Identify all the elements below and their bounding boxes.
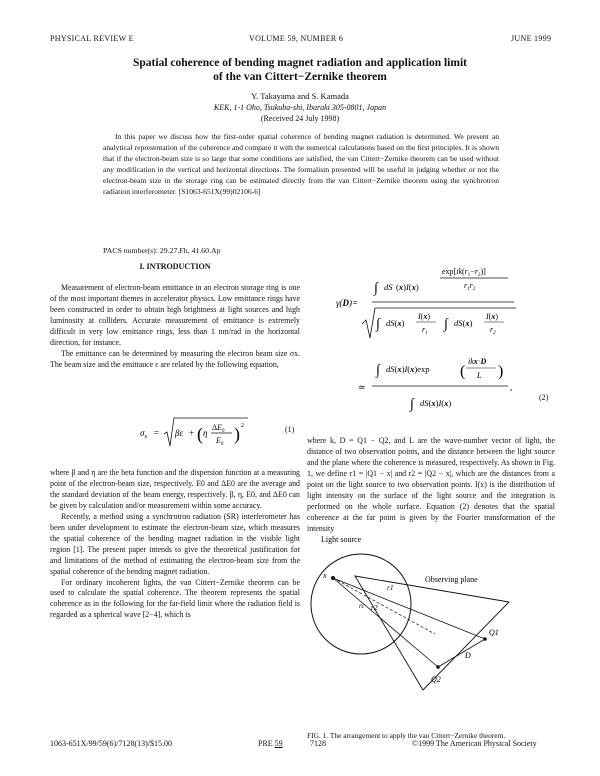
footer-journal	[258, 739, 283, 748]
q2-label: Q2	[431, 675, 441, 684]
svg-text:I(x): I(x)	[418, 312, 431, 321]
svg-text:dS(x)I(x)exp: dS(x)I(x)exp	[386, 364, 430, 374]
x-label: x	[323, 571, 327, 580]
footer-volume: 59	[274, 739, 283, 748]
affiliation: KEK, 1-1 Oho, Tsukuba-shi, Ibaraki 305-0801, Japan	[213, 103, 387, 112]
intro-paragraph-5: For ordinary incoherent lights, the van Cittert−Zernike theorem can be used to calculate the spatial coherence. The theorem represents the spatial coherence as in the following for the far-field limit where the radiation field is regarded as a spherical wave [2−4], which is	[50, 577, 300, 620]
ray-rc	[333, 578, 435, 634]
intro-paragraph-3: where β and η are the beta function and the dispersion function at a measuring point of the electron-beam size, respectively. E0 and ΔE0 are the average and the standard deviation of the beam energy, respectively. β, η, E0, and ΔE0 can be given by calculation and/or measurement within some accuracy.	[50, 468, 300, 510]
equation-1-graphic	[140, 410, 250, 454]
svg-text:L: L	[477, 371, 482, 380]
svg-text:∫: ∫	[410, 397, 414, 412]
ray-r1	[333, 578, 485, 639]
svg-text:βε: βε	[175, 428, 184, 438]
ray-r2	[333, 578, 438, 667]
intro-paragraph-2: The emittance can be determined by measuring the electron beam size σx. The beam size and the emittance ε are related by the following equation,	[50, 348, 300, 369]
rc-label: rc	[359, 602, 365, 610]
svg-text:dS(x): dS(x)	[386, 318, 405, 328]
equation-2-number: (2)	[539, 393, 549, 402]
right-column-text	[307, 436, 555, 535]
point-q1	[483, 637, 487, 641]
svg-text:≃: ≃	[358, 382, 366, 392]
svg-text:∫: ∫	[376, 363, 380, 378]
r1-label: r1	[387, 583, 394, 592]
equation-1	[140, 410, 250, 454]
equation-2	[336, 258, 526, 430]
svg-text:η: η	[203, 428, 208, 438]
d-label: D	[465, 651, 471, 660]
equation-1-number: (1)	[285, 425, 295, 434]
q1-label: Q1	[489, 628, 499, 637]
page-number: 7128	[310, 739, 326, 748]
observing-plane	[355, 576, 509, 690]
svg-text:,: ,	[510, 382, 513, 392]
svg-text:∫: ∫	[374, 281, 378, 296]
received-date: (Received 24 July 1998)	[260, 114, 340, 123]
svg-text:(x)I(x): (x)I(x)	[396, 282, 419, 292]
r2-label: r2	[371, 603, 378, 612]
svg-text:∫: ∫	[376, 317, 380, 332]
figure-1-caption: FIG. 1. The arrangement to apply the van Cittert−Zernike theorem.	[307, 731, 506, 740]
svg-text:σx: $\sigma_x$	[140, 428, 148, 440]
copyright: ©1999 The American Physical Society	[412, 739, 537, 748]
svg-text:): )	[498, 363, 504, 380]
svg-text:(: (	[460, 363, 466, 380]
svg-text:ikx·D: ikx·D	[468, 357, 487, 366]
svg-text:∫: ∫	[444, 317, 448, 332]
figure-1	[307, 530, 555, 726]
intro-paragraph-1: Measurement of electron-beam emittance in an electron storage ring is one of the most important themes in accelerator physics. Low emittance rings have been constructed in order to obtain high brightness at light sources and high luminosity at colliders. Accurate measurement of emittance is extremely difficult in very low emittance rings, less than 1 nm/rad in the horizontal direction, for instance.	[50, 283, 300, 347]
figure-1-graphic	[307, 530, 555, 726]
svg-text:ΔE0: $\Delta E_0$	[212, 423, 225, 434]
abstract: In this paper we discuss how the first-order spatial coherence of bending magnet radiation is determined. We present an analytical representation of the coherence and compare it with the numerical calculations based on the first principles. It is shown that if the electron-beam size is so large that some conditions are satisfied, the van Cittert−Zernike theorem can be used without any modification in the vertical and horizontal directions. The formalism presented will be useful in judging whether or not the electron-beam size in the storage ring can be estimated directly from the van Cittert−Zernike theorem using the synchrotron radiation interferometer. [S1063-651X(99)02106-6]	[103, 132, 499, 196]
journal-name: PHYSICAL REVIEW E	[50, 34, 134, 43]
intro-paragraph-4: Recently, a method using a synchrotron radiation (SR) interferometer has been under development to estimate the electron-beam size, which measures the spatial coherence of the bending magnet radiation in the visible light region [1]. The present paper intends to give the theoretical justification for and limitations of the method of estimating the electron-beam size from the spatial coherence of the bending magnet radiation.	[50, 511, 300, 576]
svg-text:dS(x): dS(x)	[454, 318, 473, 328]
section-heading: I. INTRODUCTION	[139, 262, 211, 271]
title-line-1: Spatial coherence of bending magnet radiation and application limit	[133, 57, 467, 69]
footer-code: 1063-651X/99/59(6)/7128(13)/$15.00	[50, 739, 172, 748]
svg-text:=: =	[154, 428, 160, 438]
title-line-2: of the van Cittert−Zernike theorem	[213, 71, 387, 83]
paper-title	[60, 56, 540, 84]
separation-d	[438, 639, 485, 667]
svg-text:2: 2	[241, 423, 244, 429]
svg-text:γ(D)=: γ(D)=	[336, 298, 359, 308]
left-column-bottom	[50, 468, 300, 621]
svg-text:r1r2: $r_1r_2$	[464, 281, 476, 292]
authors: Y. Takayama and S. Kamada	[251, 91, 349, 101]
svg-text:dS: dS	[384, 282, 393, 292]
pacs-numbers: PACS number(s): 29.27.Fh, 41.60.Ap	[103, 246, 221, 255]
svg-text:dS(x)I(x): dS(x)I(x)	[420, 398, 452, 408]
plane-label: Observing plane	[425, 575, 478, 584]
svg-text:+: +	[189, 428, 195, 438]
svg-text:): )	[234, 424, 240, 444]
svg-text:(: (	[197, 424, 203, 444]
left-column-top	[50, 283, 300, 371]
svg-text:E0: $E_0$	[216, 436, 224, 447]
footer-pre: PRE	[258, 739, 273, 748]
svg-text:I(x): I(x)	[486, 312, 499, 321]
right-paragraph-1: where k, D = Q1 − Q2, and L are the wave-number vector of light, the distance of two observation points, and the distance between the light source and the plane where the coherence is measured, respectively. As shown in Fig. 1, we define r1 = |Q1 − x| and r2 = |Q2 − x|, which are the distances from a point on the light source to two observation points. I(x) is the distribution of light intensity on the surface of the light source and the integration is performed on the whole surface. Equation (2) denotes that the spatial coherence at the far point is given by the Fourier transformation of the intensity	[307, 436, 555, 533]
point-q2	[436, 665, 440, 669]
volume-number: VOLUME 59, NUMBER 6	[249, 34, 344, 43]
svg-text:exp[ik(r1−r2)]: $\exp[ik(r_1-r_2)]$	[442, 267, 486, 278]
equation-2-graphic	[336, 258, 526, 430]
svg-text:r1: $r_1$	[422, 325, 428, 336]
svg-text:r2: $r_2$	[490, 325, 496, 336]
light-source-label: Light source	[321, 535, 362, 544]
issue-date: JUNE 1999	[511, 34, 552, 43]
